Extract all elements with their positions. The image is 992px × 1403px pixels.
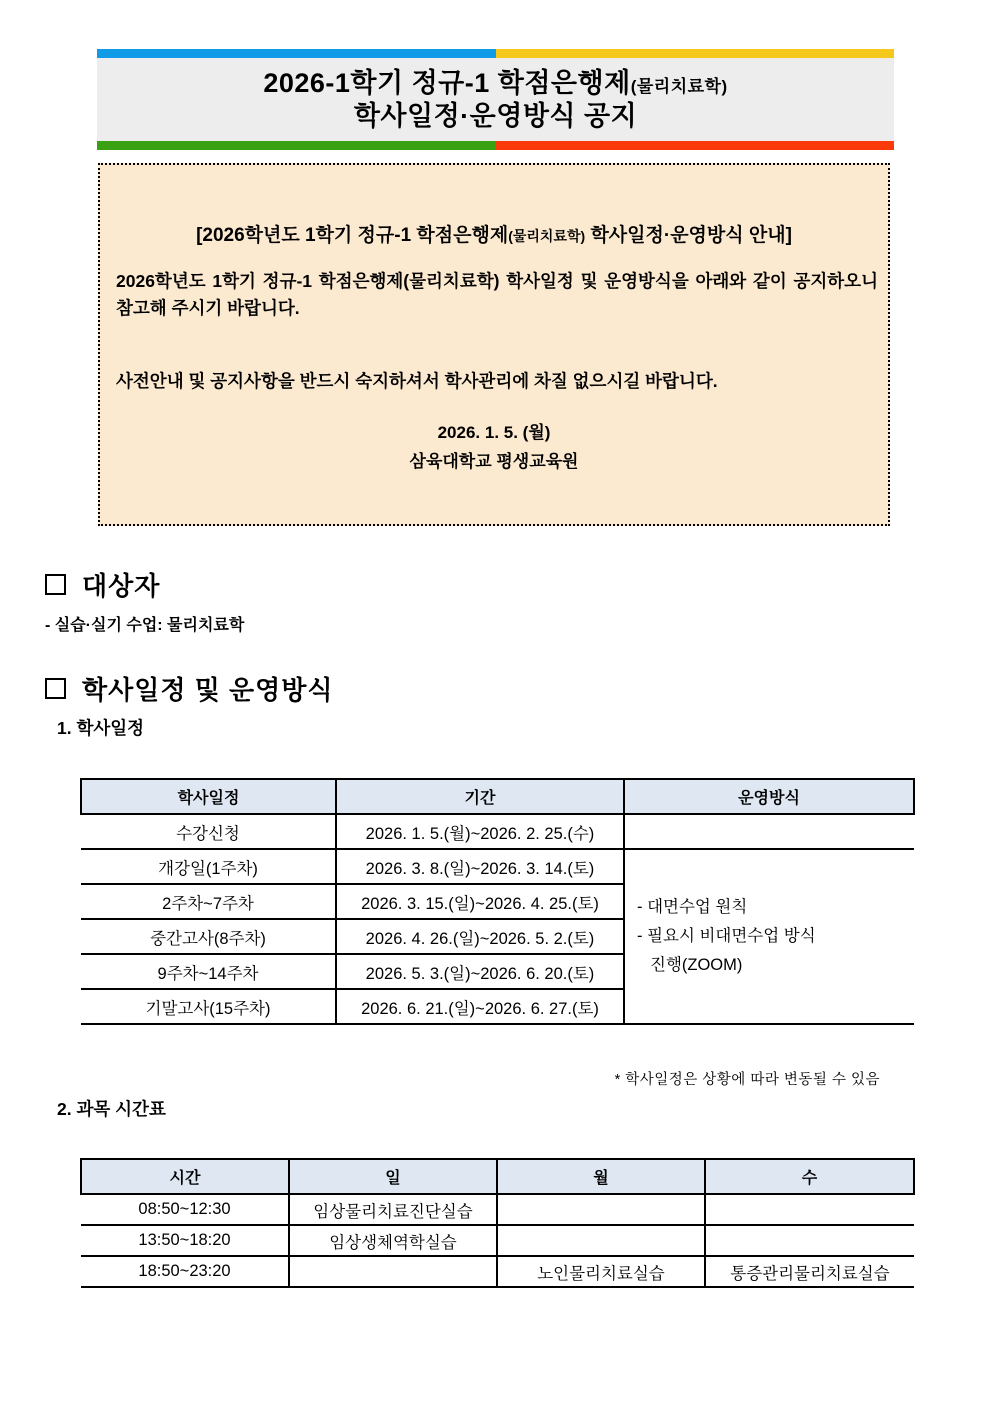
banner-bar-red	[496, 141, 895, 150]
subsection-2-title: 2. 과목 시간표	[57, 1099, 166, 1119]
section-schedule-heading	[45, 670, 334, 707]
course-cell	[705, 1194, 914, 1225]
schedule-name-cell: 개강일(1주차)	[81, 849, 336, 884]
course-cell: 노인물리치료실습	[497, 1256, 705, 1287]
timetable	[80, 1158, 915, 1288]
table-row	[81, 1225, 914, 1256]
schedule-period-cell: 2026. 3. 15.(일)~2026. 4. 25.(토)	[336, 884, 624, 919]
schedule-period-cell: 2026. 6. 21.(일)~2026. 6. 27.(토)	[336, 989, 624, 1024]
banner-title-line1	[263, 67, 727, 99]
sunday-col-header: 일	[289, 1159, 497, 1194]
notice-heading	[100, 220, 888, 247]
table-row	[81, 1256, 914, 1287]
notice-box	[98, 163, 890, 526]
course-cell: 통증관리물리치료실습	[705, 1256, 914, 1287]
schedule-name-cell: 중간고사(8주차)	[81, 919, 336, 954]
subsection-1-title: 1. 학사일정	[57, 718, 145, 738]
notice-paragraph-2: 사전안내 및 공지사항을 반드시 숙지하셔서 학사관리에 차질 없으시길 바랍니다.	[116, 371, 718, 391]
schedule-col-header: 학사일정	[81, 779, 336, 814]
operation-line-2: - 필요시 비대면수업 방식	[637, 927, 816, 946]
schedule-period-cell: 2026. 4. 26.(일)~2026. 5. 2.(토)	[336, 919, 624, 954]
notice-organization: 삼육대학교 평생교육원	[409, 452, 579, 471]
schedule-period-cell: 2026. 5. 3.(일)~2026. 6. 20.(토)	[336, 954, 624, 989]
operation-merged-cell	[624, 849, 914, 1024]
time-cell: 18:50~23:20	[81, 1256, 289, 1287]
banner-title-panel	[97, 58, 894, 141]
course-cell	[705, 1225, 914, 1256]
table-row	[81, 814, 914, 849]
time-cell: 13:50~18:20	[81, 1225, 289, 1256]
banner-bar-yellow	[496, 49, 895, 58]
notice-heading-paren: (물리치료학)	[508, 228, 586, 244]
section-schedule-title: 학사일정 및 운영방식	[82, 675, 334, 705]
course-cell	[289, 1256, 497, 1287]
schedule-table-header-row	[81, 779, 914, 814]
schedule-period-cell: 2026. 3. 8.(일)~2026. 3. 14.(토)	[336, 849, 624, 884]
schedule-change-note: * 학사일정은 상황에 따라 변동될 수 있음	[614, 1072, 880, 1088]
course-cell	[497, 1225, 705, 1256]
operation-line-1: - 대면수업 원칙	[637, 898, 748, 917]
banner	[97, 49, 894, 150]
operation-line-3: 진행(ZOOM)	[650, 955, 743, 974]
period-col-header: 기간	[336, 779, 624, 814]
table-row	[81, 849, 914, 884]
schedule-period-cell: 2026. 1. 5.(월)~2026. 2. 25.(수)	[336, 814, 624, 849]
banner-title-paren: (물리치료학)	[630, 77, 728, 97]
banner-bottom-bar	[97, 141, 894, 150]
banner-top-bar	[97, 49, 894, 58]
square-bullet-icon	[45, 678, 66, 699]
table-row	[81, 1194, 914, 1225]
operation-col-header: 운영방식	[624, 779, 914, 814]
schedule-name-cell: 수강신청	[81, 814, 336, 849]
banner-bar-green	[97, 141, 496, 150]
notice-paragraph-1: 2026학년도 1학기 정규-1 학점은행제(물리치료학) 학사일정 및 운영방식을 아래와 같이 공지하오니 참고해 주시기 바랍니다.	[116, 271, 878, 319]
course-cell	[497, 1194, 705, 1225]
schedule-name-cell: 9주차~14주차	[81, 954, 336, 989]
course-cell: 임상물리치료진단실습	[289, 1194, 497, 1225]
notice-heading-post: 학사일정·운영방식 안내]	[585, 225, 792, 246]
schedule-table	[80, 778, 915, 1025]
notice-heading-pre: [2026학년도 1학기 정규-1 학점은행제	[196, 225, 509, 246]
time-cell: 08:50~12:30	[81, 1194, 289, 1225]
section-target-heading	[45, 566, 160, 603]
banner-title-main: 2026-1학기 정규-1 학점은행제	[263, 68, 631, 99]
banner-bar-blue	[97, 49, 496, 58]
time-col-header: 시간	[81, 1159, 289, 1194]
schedule-name-cell: 2주차~7주차	[81, 884, 336, 919]
square-bullet-icon	[45, 574, 66, 595]
operation-empty-cell	[624, 814, 914, 849]
schedule-name-cell: 기말고사(15주차)	[81, 989, 336, 1024]
target-item: - 실습·실기 수업: 물리치료학	[45, 617, 245, 634]
timetable-header-row	[81, 1159, 914, 1194]
section-target-title: 대상자	[82, 571, 161, 601]
wednesday-col-header: 수	[705, 1159, 914, 1194]
monday-col-header: 월	[497, 1159, 705, 1194]
notice-date: 2026. 1. 5. (월)	[437, 423, 551, 442]
course-cell: 임상생체역학실습	[289, 1225, 497, 1256]
banner-title-line2: 학사일정·운영방식 공지	[353, 100, 638, 131]
